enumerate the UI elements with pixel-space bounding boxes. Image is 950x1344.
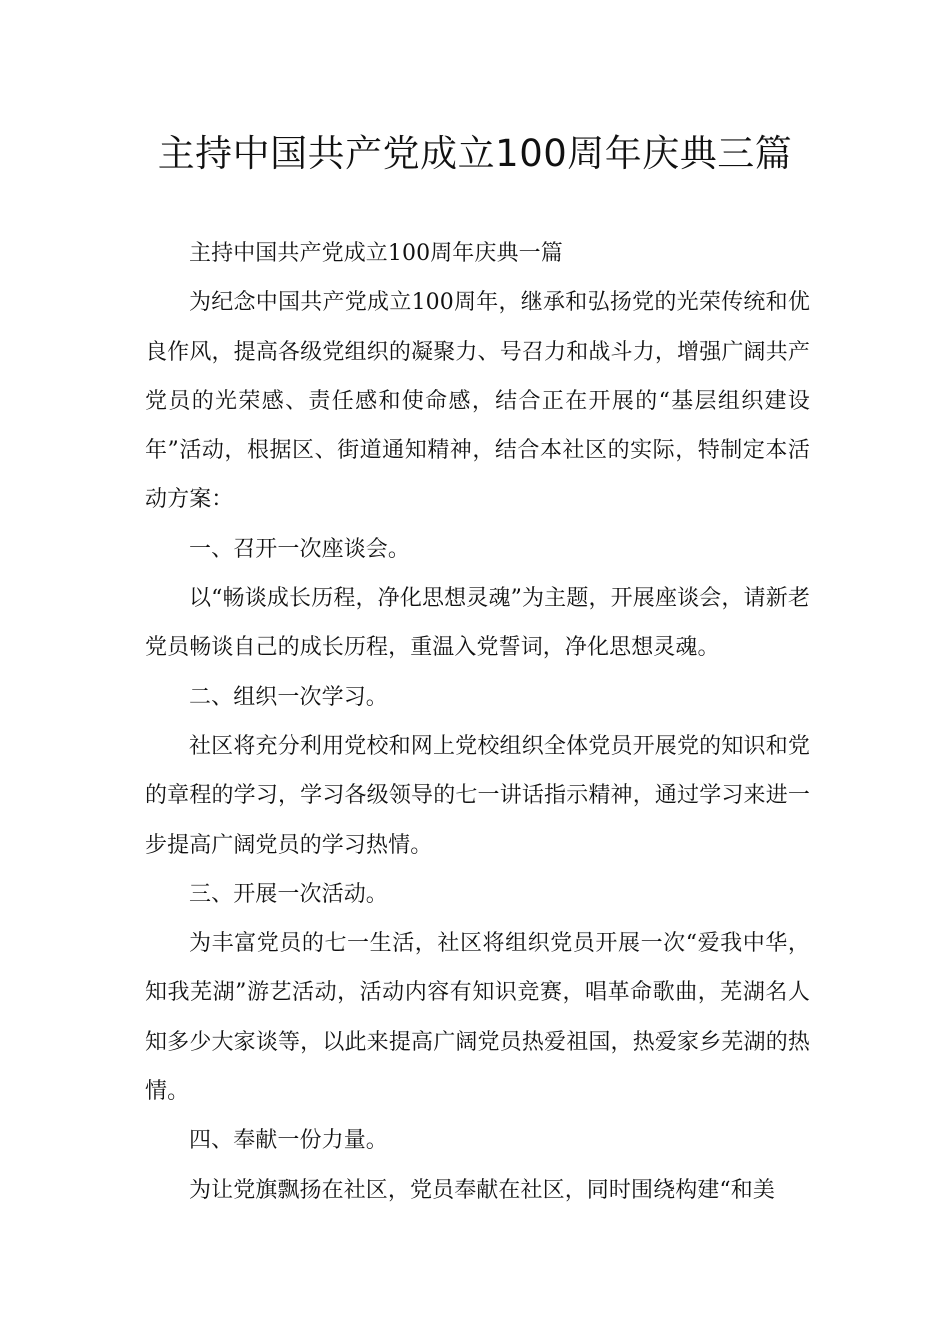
document-body: [145, 229, 810, 1215]
paragraph: 社区将充分利用党校和网上党校组织全体党员开展党的知识和党的章程的学习，学习各级领导的七一讲话指示精神，通过学习来进一步提高广阔党员的学习热情。: [145, 733, 810, 858]
item-heading: 二、组织一次学习。: [189, 684, 388, 710]
paragraph: 为让党旗飘扬在社区，党员奉献在社区，同时围绕构建“和美: [189, 1177, 775, 1203]
paragraph: 为丰富党员的七一生活，社区将组织党员开展一次“爱我中华，知我芜湖”游艺活动，活动内容有知识竞赛，唱革命歌曲，芜湖名人知多少大家谈等，以此来提高广阔党员热爱祖国，热爱家乡芜湖的热情。: [145, 931, 810, 1105]
paragraph: 以“畅谈成长历程，净化思想灵魂”为主题，开展座谈会，请新老党员畅谈自己的成长历程，重温入党誓词，净化思想灵魂。: [145, 586, 810, 661]
section-heading: 主持中国共产党成立100周年庆典一篇: [189, 241, 563, 266]
item-heading: 一、召开一次座谈会。: [189, 536, 411, 562]
document-title: 主持中国共产党成立100周年庆典三篇: [157, 132, 793, 175]
paragraph: 为纪念中国共产党成立100周年，继承和弘扬党的光荣传统和优良作风，提高各级党组织的凝聚力、号召力和战斗力，增强广阔共产党员的光荣感、责任感和使命感，结合正在开展的“基层组织建设年”活动，根据区、街道通知精神，结合本社区的实际，特制定本活动方案：: [145, 290, 810, 513]
item-heading: 三、开展一次活动。: [189, 881, 388, 907]
item-heading: 四、奉献一份力量。: [189, 1128, 388, 1154]
